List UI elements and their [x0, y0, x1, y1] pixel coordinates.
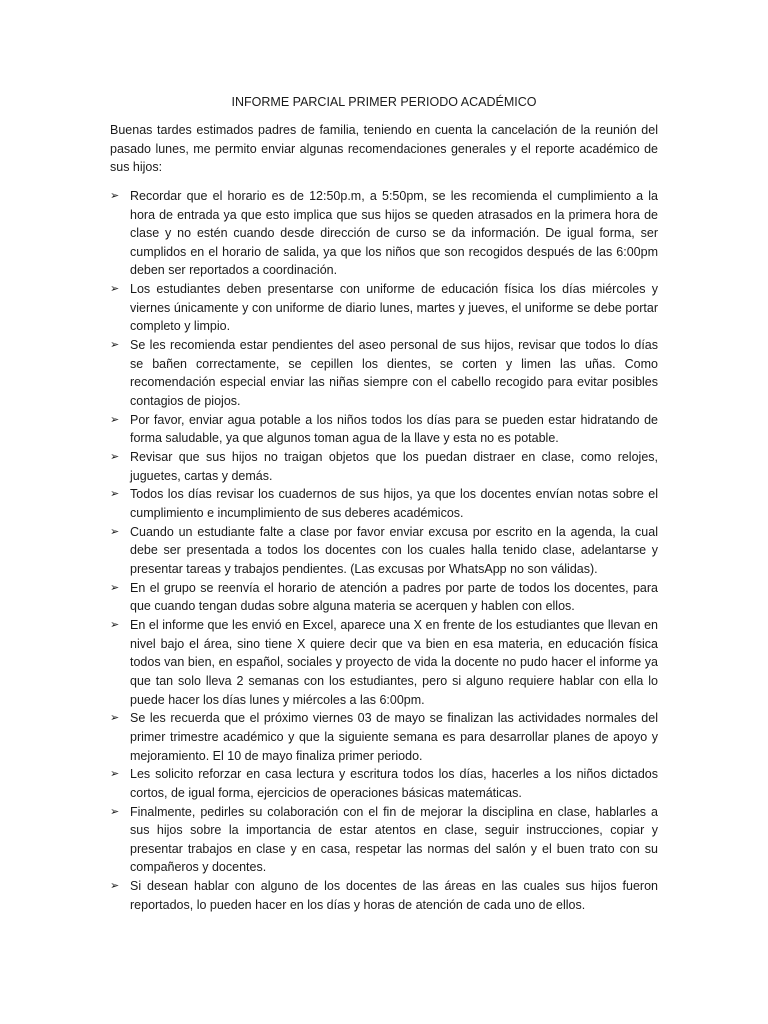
arrowhead-bullet-icon: ➢ — [110, 412, 120, 426]
list-item — [110, 616, 658, 709]
list-item-text: Se les recuerda que el próximo viernes 03 de mayo se finalizan las actividades normales del primer trimestre académico y que la siguiente semana es para desarrollar planes de apoyo y mejoramiento. El 10 de mayo finaliza primer periodo. — [130, 711, 658, 763]
list-item-text: Los estudiantes deben presentarse con uniforme de educación física los días miércoles y viernes únicamente y con uniforme de diario lunes, martes y jueves, el uniforme se debe portar completo y limpio. — [130, 282, 658, 334]
list-item-text: Recordar que el horario es de 12:50p.m, a 5:50pm, se les recomienda el cumplimiento a la hora de entrada ya que esto implica que sus hijos se queden atrasados en la primera hora de clase y no estén cuando desde dirección de curso se da información. De igual forma, ser cumplidos en el horario de salida, ya que los niños que son recogidos después de las 6:00pm deben ser reportados a coordinación. — [130, 189, 658, 278]
list-item — [110, 709, 658, 765]
arrowhead-bullet-icon: ➢ — [110, 487, 120, 501]
list-item — [110, 411, 658, 448]
list-item — [110, 485, 658, 522]
intro-paragraph: Buenas tardes estimados padres de familia, teniendo en cuenta la cancelación de la reunión del pasado lunes, me permito enviar algunas recomendaciones generales y el reporte académico de sus hijos: — [110, 123, 658, 174]
list-item-text: Si desean hablar con alguno de los docentes de las áreas en las cuales sus hijos fueron reportados, lo pueden hacer en los días y horas de atención de cada uno de ellos. — [130, 879, 658, 912]
list-item — [110, 877, 658, 914]
list-item — [110, 523, 658, 579]
arrowhead-bullet-icon: ➢ — [110, 767, 120, 781]
list-item-text: Les solicito reforzar en casa lectura y escritura todos los días, hacerles a los niños dictados cortos, de igual forma, ejercicios de operaciones básicas matemáticas. — [130, 767, 658, 800]
arrowhead-bullet-icon: ➢ — [110, 450, 120, 464]
arrowhead-bullet-icon: ➢ — [110, 879, 120, 893]
list-item — [110, 448, 658, 485]
list-item-text: Finalmente, pedirles su colaboración con el fin de mejorar la disciplina en clase, hablarles a sus hijos sobre la importancia de estar atentos en clase, seguir instrucciones, copiar y presentar trabajos en clase y en casa, respetar las normas del salón y el buen trato con su compañeros y docentes. — [130, 804, 658, 875]
arrowhead-bullet-icon: ➢ — [110, 804, 120, 818]
list-item — [110, 765, 658, 802]
list-item-text: Cuando un estudiante falte a clase por favor enviar excusa por escrito en la agenda, la cual debe ser presentada a todos los docentes con los cuales halla tenido clase, adelantarse y presentar tareas y trabajos pendientes. (Las excusas por WhatsApp no son válidas). — [130, 524, 658, 576]
arrowhead-bullet-icon: ➢ — [110, 189, 120, 202]
arrowhead-bullet-icon: ➢ — [110, 711, 120, 725]
list-item-text: En el informe que les envió en Excel, aparece una X en frente de los estudiantes que llevan en nivel bajo el área, sino tiene X quiere decir que va bien en esa materia, en educación física todos van bien, en español, sociales y proyecto de vida la docente no pudo hacer el informe ya que tan solo lleva 2 semanas con los estudiantes, pero si alguno requiere hablar con ella lo puede hacer los días lunes y miércoles a las 6:00pm. — [130, 618, 658, 707]
list-item-text: Revisar que sus hijos no traigan objetos que los puedan distraer en clase, como relojes, juguetes, cartas y demás. — [130, 450, 658, 483]
arrowhead-bullet-icon: ➢ — [110, 282, 120, 296]
list-item — [110, 336, 658, 410]
list-item-text: Por favor, enviar agua potable a los niños todos los días para se pueden estar hidratando de forma saludable, ya que algunos toman agua de la llave y esta no es potable. — [130, 412, 658, 446]
list-item-text: En el grupo se reenvía el horario de atención a padres por parte de todos los docentes, para que cuando tengan dudas sobre alguna materia se acerquen y hablen con ellos. — [130, 580, 658, 614]
document-title: INFORME PARCIAL PRIMER PERIODO ACADÉMICO — [231, 95, 537, 109]
arrowhead-bullet-icon: ➢ — [110, 580, 120, 594]
list-item — [110, 803, 658, 877]
list-item-text: Todos los días revisar los cuadernos de sus hijos, ya que los docentes envían notas sobre el cumplimiento e incumplimiento de sus deberes académicos. — [130, 487, 658, 521]
recommendations-list — [110, 187, 658, 915]
arrowhead-bullet-icon: ➢ — [110, 338, 120, 352]
list-item — [110, 280, 658, 336]
arrowhead-bullet-icon: ➢ — [110, 524, 120, 538]
arrowhead-bullet-icon: ➢ — [110, 618, 120, 632]
list-item — [110, 579, 658, 616]
list-item-text: Se les recomienda estar pendientes del aseo personal de sus hijos, revisar que todos lo días se bañen correctamente, se cepillen los dientes, se corten y limen las uñas. Como recomendación especial enviar las niñas siempre con el cabello recogido para evitar posibles contagios de piojos. — [130, 338, 658, 408]
list-item — [110, 187, 658, 280]
